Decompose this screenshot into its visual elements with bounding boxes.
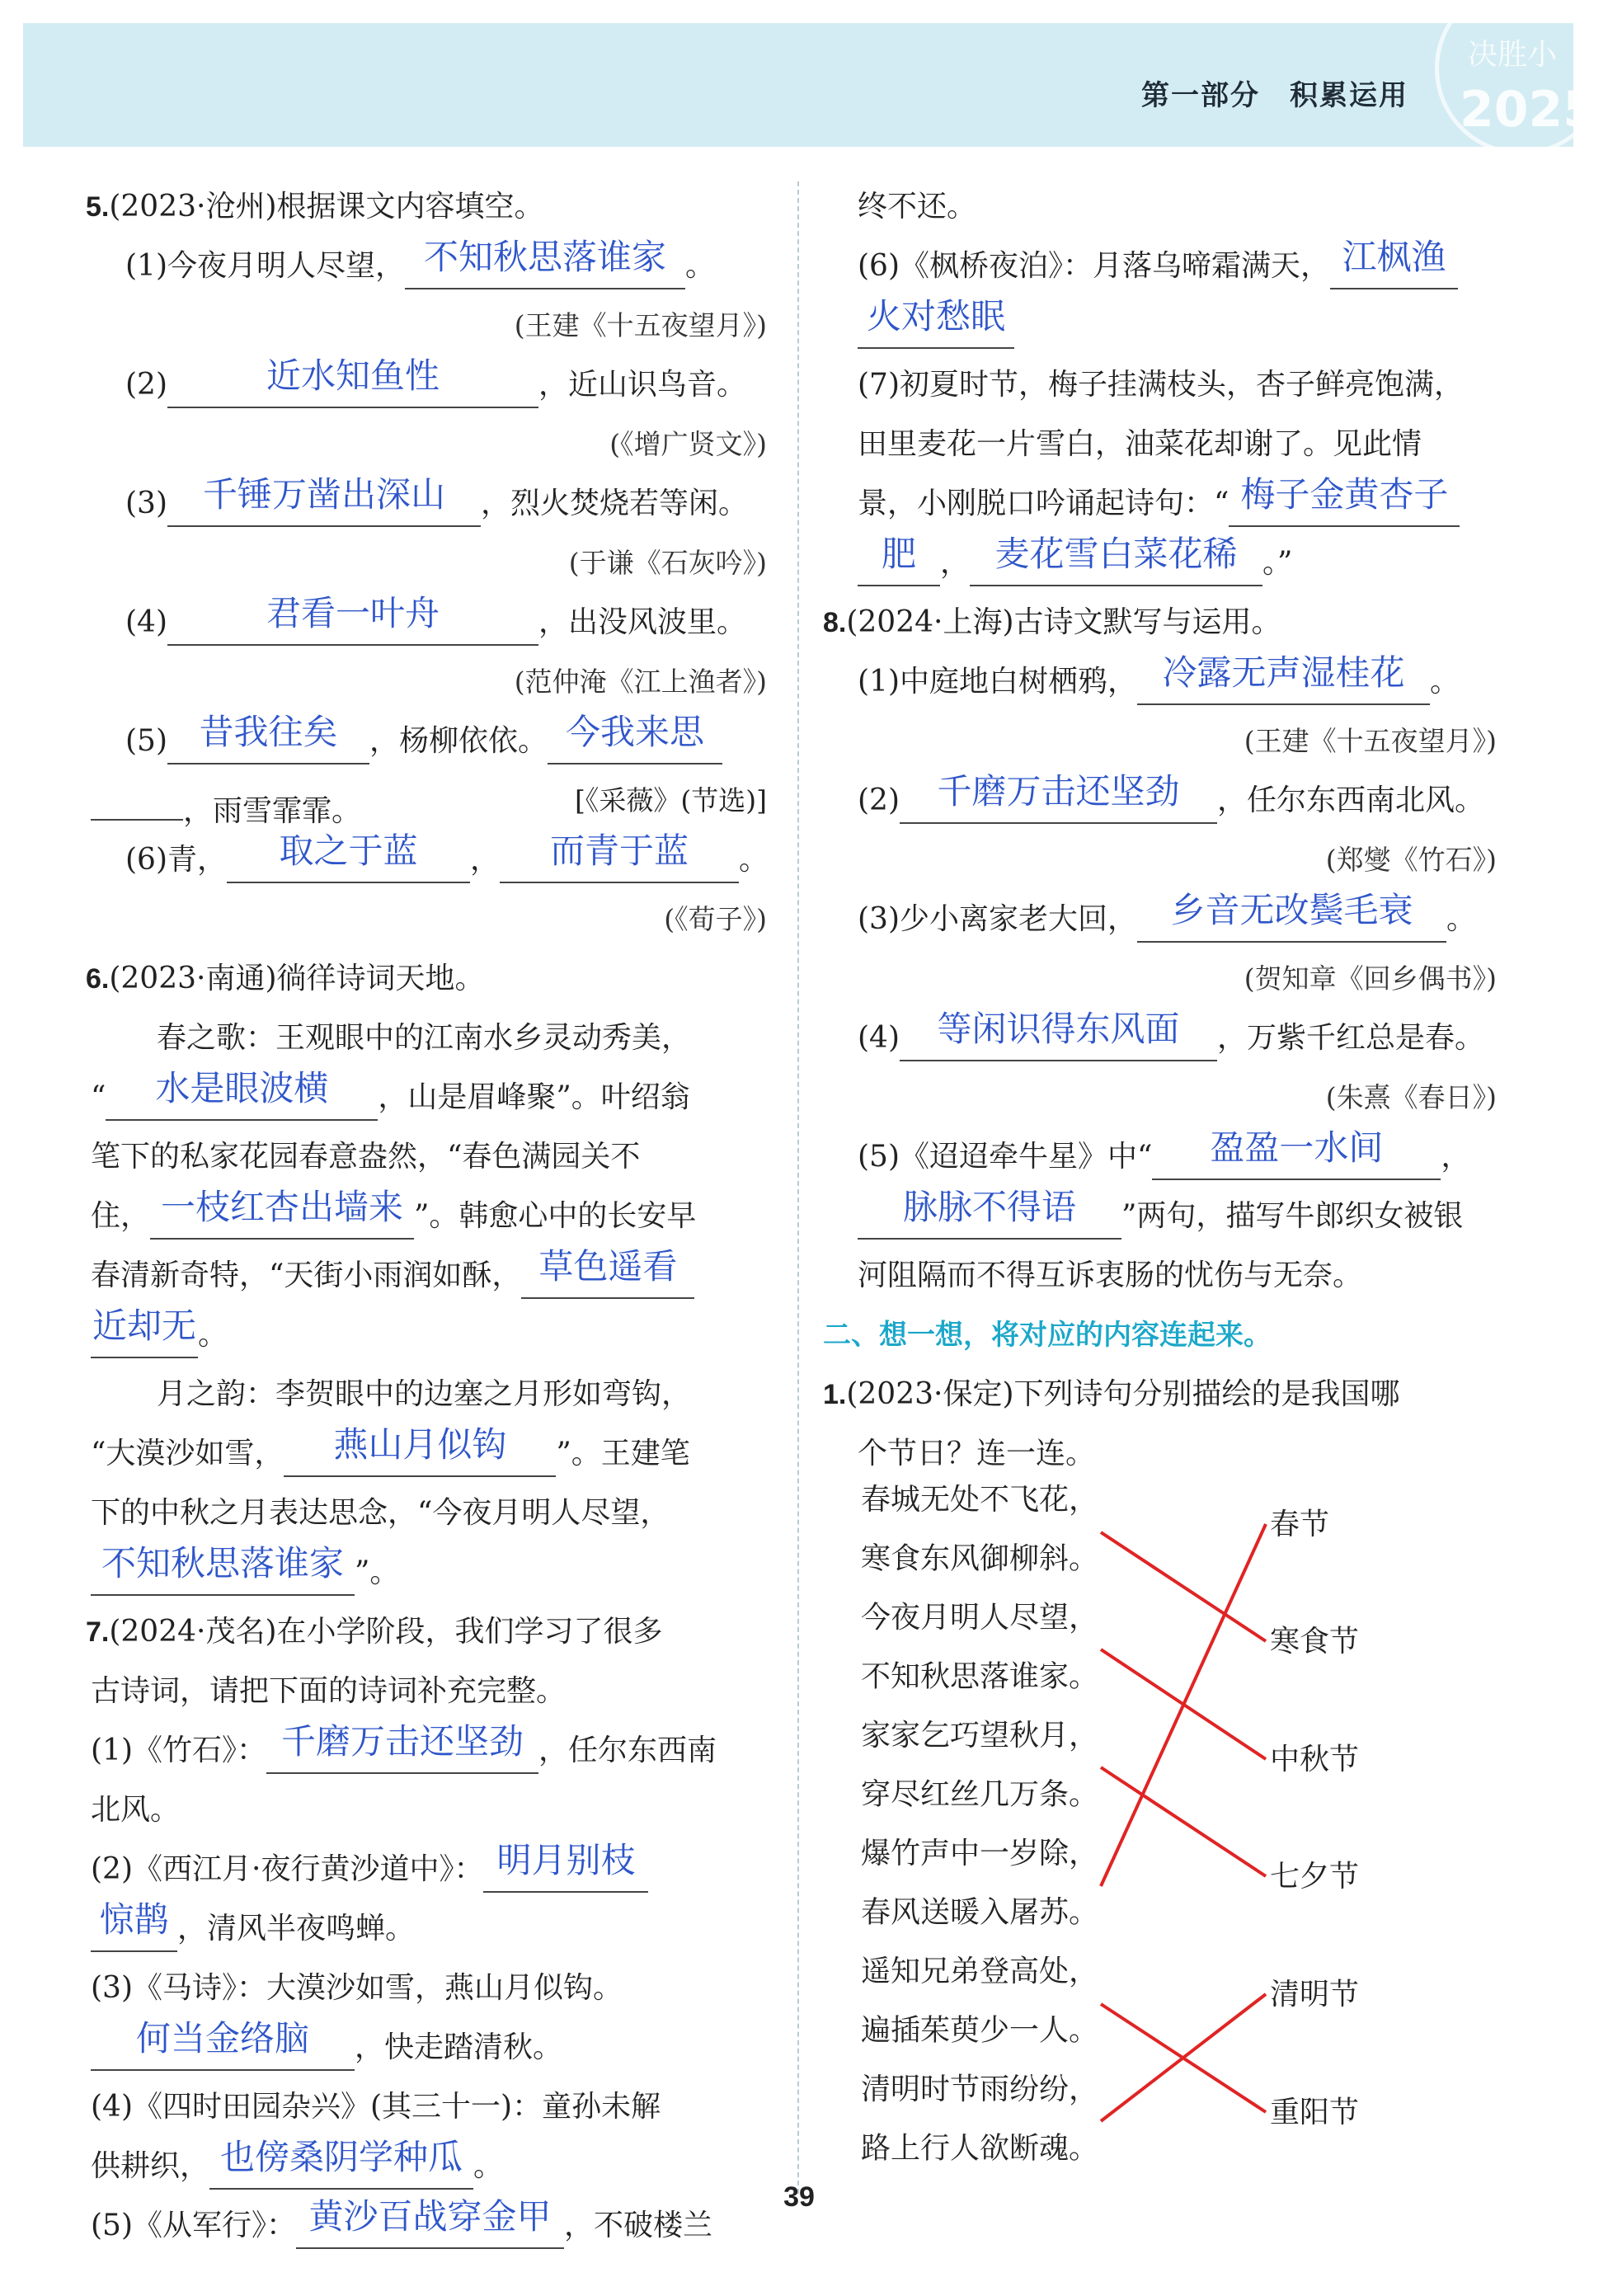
- answer-blank[interactable]: [1152, 1127, 1441, 1180]
- question-6-stem: [86, 949, 762, 1009]
- text: 景，小刚脱口吟诵起诗句：“: [858, 487, 1230, 520]
- answer-text: 燕山月似钩: [333, 1424, 507, 1465]
- festival-label[interactable]: 七夕节: [1270, 1860, 1360, 1894]
- text: (6)青，: [125, 843, 227, 877]
- text: 。: [739, 843, 769, 877]
- text: ，: [470, 843, 501, 877]
- q8-source-2: (郑燮《竹石》): [1325, 844, 1497, 876]
- question-text: (2024·茂名)在小学阶段，我们学习了很多: [109, 1615, 663, 1649]
- question-number: 1.: [823, 1379, 847, 1410]
- answer-blank[interactable]: [284, 1424, 556, 1477]
- text: (5)《迢迢牵牛星》中“: [858, 1140, 1153, 1174]
- text: ，烈火焚烧若等闲。: [481, 487, 749, 520]
- answer-text: 黄沙百战穿金甲: [308, 2196, 552, 2237]
- poem-line: 遥知兄弟登高处，: [861, 1955, 1099, 1988]
- q7-line-3: (3)《马诗》：大漠沙如雪，燕山月似钩。: [91, 1971, 623, 2005]
- answer-text: 一枝红杏出墙来: [161, 1187, 404, 1227]
- poem-line: 春城无处不飞花，: [861, 1483, 1099, 1517]
- poem-line: 今夜月明人尽望，: [861, 1601, 1099, 1635]
- q7-line-2b: [91, 1899, 767, 1959]
- answer-text: 不知秋思落谁家: [101, 1543, 344, 1583]
- q5-source-5: [《采薇》(节选)]: [575, 784, 767, 816]
- poem-lines: [861, 1483, 1098, 2166]
- text: ，近山识鸟音。: [538, 368, 747, 402]
- section-title: 第一部分 积累运用: [1141, 79, 1408, 112]
- q5-source-6: (《荀子》): [664, 903, 767, 935]
- text: 住，: [91, 1199, 151, 1233]
- answer-blank[interactable]: [167, 712, 369, 765]
- page-number: 39: [783, 2181, 815, 2213]
- text: 。: [1430, 665, 1460, 699]
- answer-blank[interactable]: [167, 355, 538, 408]
- answer-blank[interactable]: [858, 534, 940, 586]
- answer-text: 江枫渔: [1342, 237, 1446, 277]
- text: 。”: [1262, 546, 1293, 580]
- answer-text: 近却无: [92, 1306, 196, 1346]
- answer-blank[interactable]: [970, 534, 1262, 586]
- q8-source-3: (贺知章《回乡偶书》): [1244, 962, 1497, 995]
- q5-source-1: (王建《十五夜望月》): [514, 309, 767, 341]
- text: ”。韩愈心中的长安早: [414, 1199, 697, 1233]
- answer-text: 君看一叶舟: [266, 593, 440, 633]
- poem-line: 春风送暖入屠苏。: [861, 1895, 1099, 1930]
- q6-para1-line1: 春之歌：王观眼中的江南水乡灵动秀美，: [157, 1021, 692, 1055]
- q8-line-2: [858, 771, 1497, 830]
- q6-para1-line6: [91, 1306, 767, 1365]
- text: ”。: [355, 1555, 400, 1589]
- answer-text: 不知秋思落谁家: [423, 237, 666, 277]
- answer-blank[interactable]: [227, 830, 470, 883]
- poem-line: 家家乞巧望秋月，: [861, 1719, 1099, 1753]
- answer-text: 也傍桑阴学种瓜: [220, 2137, 463, 2177]
- q8-line-1: [858, 652, 1497, 712]
- answer-blank[interactable]: [900, 771, 1217, 824]
- text: (2)《西江月·夜行黄沙道中》：: [91, 1852, 484, 1886]
- matching-exercise: [858, 1476, 1418, 2185]
- answer-blank[interactable]: [266, 1721, 538, 1774]
- poem-line: 路上行人欲断魂。: [861, 2131, 1099, 2166]
- text: ，万紫千红总是春。: [1217, 1021, 1485, 1055]
- q5-line-5: [91, 712, 767, 771]
- poem-line: 爆竹声中一岁除，: [861, 1837, 1099, 1870]
- question-number: 5.: [86, 191, 110, 223]
- q7-line-2: [91, 1840, 767, 1899]
- text: (3)少小离家老大回，: [858, 902, 1137, 936]
- text: ，: [940, 546, 971, 580]
- text: (2): [125, 368, 167, 402]
- question-text: (2023·保定)下列诗句分别描绘的是我国哪: [846, 1377, 1400, 1411]
- q5-source-4: (范仲淹《江上渔者》): [514, 666, 767, 698]
- q6-para2-line2: [91, 1424, 767, 1484]
- text: ，: [1441, 1140, 1471, 1174]
- q5-source-2: (《增广贤文》): [609, 428, 767, 460]
- poem-line: 穿尽红丝几万条。: [861, 1777, 1099, 1812]
- text: ，任尔东西南: [538, 1734, 717, 1767]
- text: (5)《从军行》：: [91, 2209, 296, 2242]
- answer-text: 昔我往矣: [199, 712, 338, 752]
- text: (1)今夜月明人尽望，: [125, 249, 405, 283]
- q6-para2-line1: 月之韵：李贺眼中的边塞之月形如弯钩，: [157, 1377, 692, 1411]
- q6-para1-line5: [91, 1246, 767, 1306]
- text: (1)中庭地白树栖鸦，: [858, 665, 1137, 699]
- q5-source-3: (于谦《石灰吟》): [568, 547, 767, 579]
- match-line[interactable]: [1101, 1994, 1266, 2121]
- poem-line: 寒食东风御柳斜。: [861, 1541, 1099, 1576]
- answer-text: 冷露无声湿桂花: [1162, 652, 1405, 693]
- q6-para2-line3: 下的中秋之月表达思念，“今夜月明人尽望，: [91, 1496, 670, 1530]
- answer-text: 而青于蓝: [550, 830, 689, 871]
- answer-blank[interactable]: [1137, 652, 1430, 705]
- text: 春清新奇特，“天街小雨润如酥，: [91, 1259, 522, 1292]
- text: (5): [125, 724, 167, 758]
- answer-text: 何当金络脑: [135, 2018, 309, 2058]
- q6-para2-line4: [91, 1543, 767, 1602]
- festival-label[interactable]: 中秋节: [1270, 1743, 1360, 1776]
- matching-question-stem: [823, 1365, 1462, 1424]
- left-column: [86, 177, 769, 2256]
- match-lines: [1101, 1524, 1266, 2121]
- q7-line-7c: [858, 474, 1497, 534]
- q7-line-6: [858, 237, 1497, 296]
- text: ，山是眉峰聚”。叶绍翁: [378, 1080, 690, 1114]
- answer-blank[interactable]: [1229, 474, 1460, 527]
- text: 。: [685, 249, 716, 283]
- text: ，出没风波里。: [538, 605, 747, 639]
- text: ，清风半夜鸣蝉。: [177, 1912, 416, 1945]
- answer-text: 近水知鱼性: [266, 355, 440, 396]
- answer-text: 千磨万击还坚劲: [937, 771, 1180, 812]
- answer-text: 麦花雪白菜花稀: [994, 534, 1238, 574]
- match-line[interactable]: [1101, 1524, 1266, 1886]
- answer-blank[interactable]: [91, 2018, 355, 2071]
- text: (1)《竹石》：: [91, 1734, 266, 1767]
- text: 。: [1446, 902, 1477, 936]
- answer-blank[interactable]: [500, 830, 739, 883]
- question-number: 8.: [823, 607, 847, 638]
- festival-label[interactable]: 清明节: [1270, 1978, 1360, 2011]
- answer-text: 脉脉不得语: [902, 1187, 1076, 1227]
- stamp-text: 决胜小: [1468, 38, 1558, 72]
- question-text: (2024·上海)古诗文默写与运用。: [846, 605, 1281, 639]
- answer-blank[interactable]: [1330, 237, 1458, 289]
- q5-line-4: [91, 593, 767, 652]
- column-divider: [797, 181, 799, 2194]
- answer-blank[interactable]: [405, 237, 685, 289]
- answer-blank[interactable]: [106, 1068, 378, 1121]
- answer-text: 千锤万凿出深山: [202, 474, 445, 515]
- q6-para1-line4: [91, 1187, 767, 1246]
- match-line[interactable]: [1101, 1767, 1266, 1876]
- text: ”。王建笔: [556, 1437, 690, 1470]
- answer-text: 乡音无改鬓毛衰: [1170, 890, 1413, 930]
- q7-line-3b: [91, 2018, 767, 2077]
- question-8-stem: [823, 593, 1462, 652]
- answer-blank[interactable]: [521, 1246, 694, 1299]
- answer-text: 草色遥看: [538, 1246, 678, 1287]
- festival-label[interactable]: 重阳节: [1270, 2096, 1360, 2129]
- answer-text: 肥: [881, 534, 916, 574]
- q7-line-7b: 田里麦花一片雪白，油菜花却谢了。见此情: [858, 427, 1422, 461]
- question-number: 7.: [86, 1616, 110, 1648]
- matching-question-stem-2: 个节日？连一连。: [858, 1437, 1096, 1470]
- q5-line-3: [91, 474, 767, 534]
- text: (2): [858, 783, 900, 817]
- q6-para1-line2: [91, 1068, 767, 1127]
- festival-label[interactable]: 春节: [1270, 1508, 1330, 1541]
- answer-text: 梅子金黄杏子: [1240, 474, 1449, 515]
- q8-source-4: (朱熹《春日》): [1325, 1081, 1497, 1113]
- answer-text: 火对愁眠: [866, 296, 1005, 336]
- answer-blank[interactable]: [900, 1009, 1217, 1061]
- answer-blank[interactable]: [548, 712, 722, 765]
- question-text: (2023·南通)徜徉诗词天地。: [109, 962, 485, 995]
- poem-line: 清明时节雨纷纷，: [861, 2073, 1099, 2106]
- text: 。: [198, 1318, 228, 1352]
- answer-blank[interactable]: [150, 1187, 414, 1240]
- text: (6)《枫桥夜泊》：月落乌啼霜满天，: [858, 249, 1330, 283]
- text: ，快走踏清秋。: [355, 2030, 563, 2064]
- question-number: 6.: [86, 963, 110, 995]
- q8-source-1: (王建《十五夜望月》): [1244, 725, 1497, 757]
- q5-line-5b: [91, 771, 767, 830]
- text: ，任尔东西南北风。: [1217, 783, 1485, 817]
- answer-text: 水是眼波横: [155, 1068, 329, 1108]
- stamp-year: 2025: [1460, 81, 1597, 139]
- answer-text: 取之于蓝: [279, 830, 418, 871]
- q8-line-5: [858, 1127, 1497, 1187]
- q5-line-6: [91, 830, 767, 890]
- text: ，不破楼兰: [564, 2209, 713, 2242]
- answer-text: 盈盈一水间: [1210, 1127, 1384, 1168]
- answer-blank[interactable]: [858, 1187, 1121, 1240]
- text: 供耕织，: [91, 2149, 210, 2183]
- answer-blank-tail[interactable]: [91, 771, 183, 821]
- question-5-stem: [86, 177, 762, 237]
- answer-blank[interactable]: [91, 1306, 198, 1358]
- answer-blank[interactable]: [91, 1899, 177, 1952]
- answer-text: 今我来思: [566, 712, 705, 752]
- answer-blank[interactable]: [91, 1543, 355, 1596]
- q7-line-1b: 北风。: [91, 1793, 181, 1827]
- answer-blank[interactable]: [483, 1840, 648, 1893]
- text: ，杨柳依依。: [369, 724, 548, 758]
- q5-line-2: [91, 355, 767, 415]
- q5-line-1: [91, 237, 767, 296]
- question-text: (2023·沧州)根据课文内容填空。: [109, 190, 544, 223]
- match-line[interactable]: [1101, 1532, 1266, 1641]
- right-column: [823, 177, 1497, 1484]
- answer-text: 千磨万击还坚劲: [280, 1721, 524, 1762]
- text: “: [91, 1080, 106, 1114]
- answer-blank[interactable]: [858, 296, 1014, 349]
- text: 。: [473, 2149, 504, 2183]
- q7-line-4: (4)《四时田园杂兴》(其三十一)：童孙未解: [91, 2090, 661, 2124]
- answer-blank[interactable]: [167, 474, 481, 527]
- q7-line-5b: 终不还。: [858, 190, 977, 223]
- q7-line-7d: [858, 534, 1497, 593]
- text: ，雨雪霏霏。: [183, 794, 362, 828]
- answer-text: 明月别枝: [496, 1840, 636, 1880]
- q8-line-4: [858, 1009, 1497, 1068]
- q7-line-6b: [858, 296, 1497, 355]
- q6-para1-line3: 笔下的私家花园春意盎然，“春色满园关不: [91, 1140, 641, 1174]
- answer-blank[interactable]: [1137, 890, 1446, 943]
- text: (4): [125, 605, 167, 639]
- question-7-stem: [86, 1602, 762, 1662]
- q7-line-1: [91, 1721, 767, 1781]
- festival-labels: [1270, 1508, 1359, 2129]
- poem-line: 不知秋思落谁家。: [861, 1659, 1099, 1694]
- q8-line-3: [858, 890, 1497, 949]
- text: (3): [125, 487, 167, 520]
- text: (4): [858, 1021, 900, 1055]
- text: “大漠沙如雪，: [91, 1437, 284, 1470]
- section-2-heading: 二、想一想，将对应的内容连起来。: [823, 1319, 1272, 1352]
- poem-line: 遍插茱萸少一人。: [861, 2013, 1099, 2048]
- brand-stamp: [1410, 23, 1597, 147]
- festival-label[interactable]: 寒食节: [1270, 1625, 1360, 1658]
- answer-text: 惊鹊: [99, 1899, 169, 1940]
- text: ”两句，描写牛郎织女被银: [1121, 1199, 1464, 1233]
- q7-line-7: (7)初夏时节，梅子挂满枝头，杏子鲜亮饱满，: [858, 368, 1464, 402]
- question-7-stem-2: 古诗词，请把下面的诗词补充完整。: [91, 1674, 567, 1708]
- q8-line-5b: [858, 1187, 1497, 1246]
- answer-text: 等闲识得东风面: [937, 1009, 1180, 1049]
- answer-blank[interactable]: [167, 593, 538, 646]
- q8-line-5c: 河阻隔而不得互诉衷肠的忧伤与无奈。: [858, 1259, 1363, 1292]
